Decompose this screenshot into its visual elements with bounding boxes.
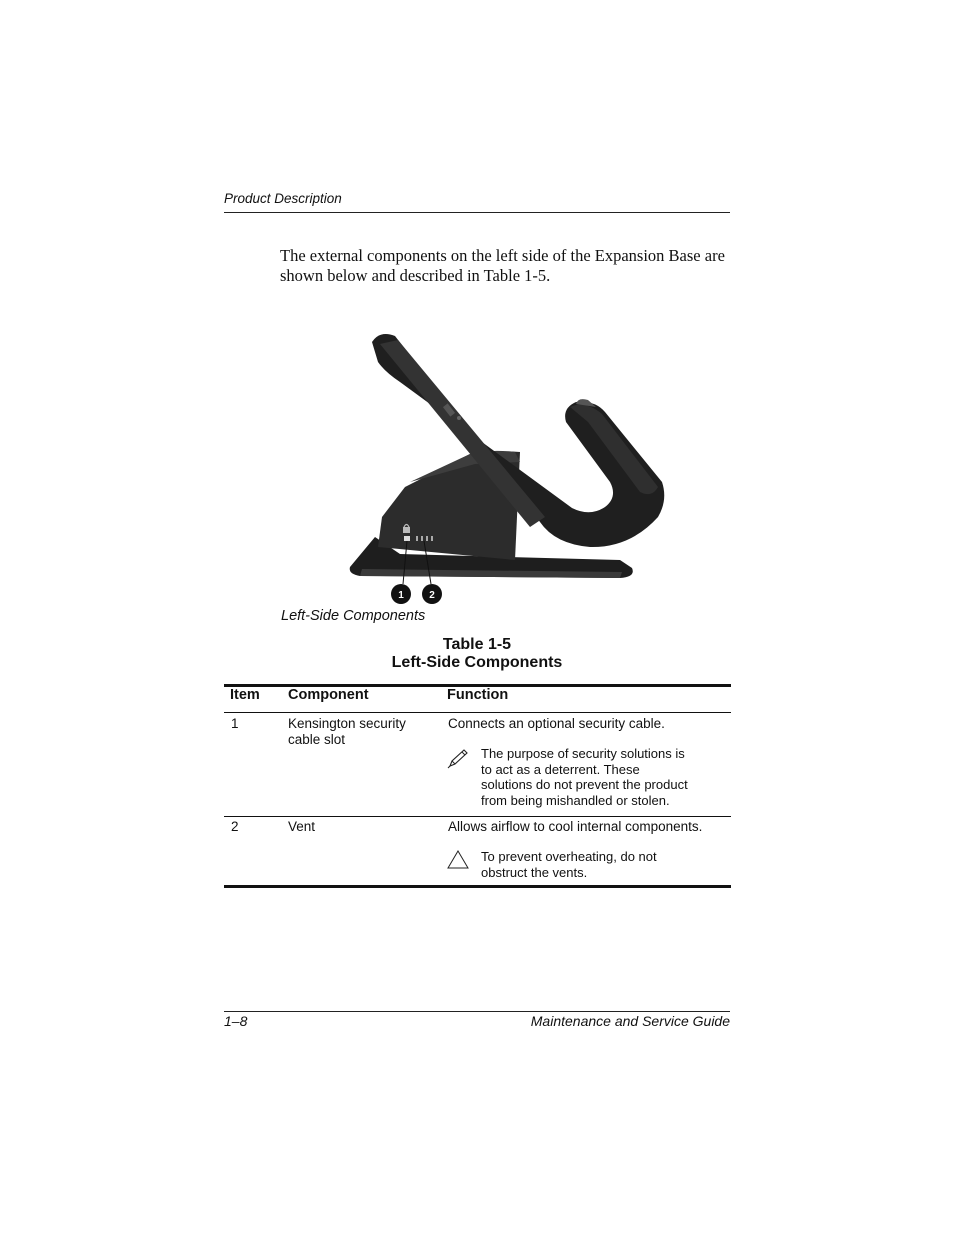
header-item: Item <box>230 687 260 703</box>
warning-triangle-icon <box>446 849 470 876</box>
row-1-note: The purpose of security solutions is to act as a deterrent. These solutions do not prevent the product from being mishandled or stolen. <box>481 746 688 808</box>
row-1-component: Kensington security cable slot <box>288 716 406 747</box>
callout-1 <box>391 584 411 604</box>
header-rule-bottom <box>224 712 731 713</box>
svg-text:2: 2 <box>429 590 435 601</box>
svg-text:1: 1 <box>398 590 404 601</box>
guide-title: Maintenance and Service Guide <box>530 1013 730 1029</box>
header-function: Function <box>447 687 509 703</box>
table-number: Table 1-5 <box>442 636 512 653</box>
row-1-function: Connects an optional security cable. <box>448 716 665 731</box>
callout-2 <box>422 584 442 604</box>
running-head: Product Description <box>224 191 342 206</box>
figure-caption: Left-Side Components <box>281 608 426 624</box>
pencil-icon <box>446 748 470 775</box>
row-2-component: Vent <box>288 819 316 834</box>
table-title <box>224 636 730 672</box>
row-2-note: To prevent overheating, do not obstruct the vents. <box>481 849 657 880</box>
page-number: 1–8 <box>224 1013 248 1029</box>
header-rule <box>224 212 730 213</box>
table-name: Left-Side Components <box>391 654 563 671</box>
header-component: Component <box>288 687 369 703</box>
row-2-item: 2 <box>231 819 239 834</box>
expansion-base-illustration <box>340 322 670 607</box>
table-bottom-rule <box>224 885 731 888</box>
expansion-base-figure <box>340 322 670 607</box>
intro-paragraph: The external components on the left side of the Expansion Base are shown below and described in Table 1-5. <box>280 246 725 285</box>
footer-rule <box>224 1011 730 1012</box>
row-1-item: 1 <box>231 716 239 731</box>
row-divider <box>224 816 731 817</box>
row-2-function: Allows airflow to cool internal components. <box>448 819 703 834</box>
